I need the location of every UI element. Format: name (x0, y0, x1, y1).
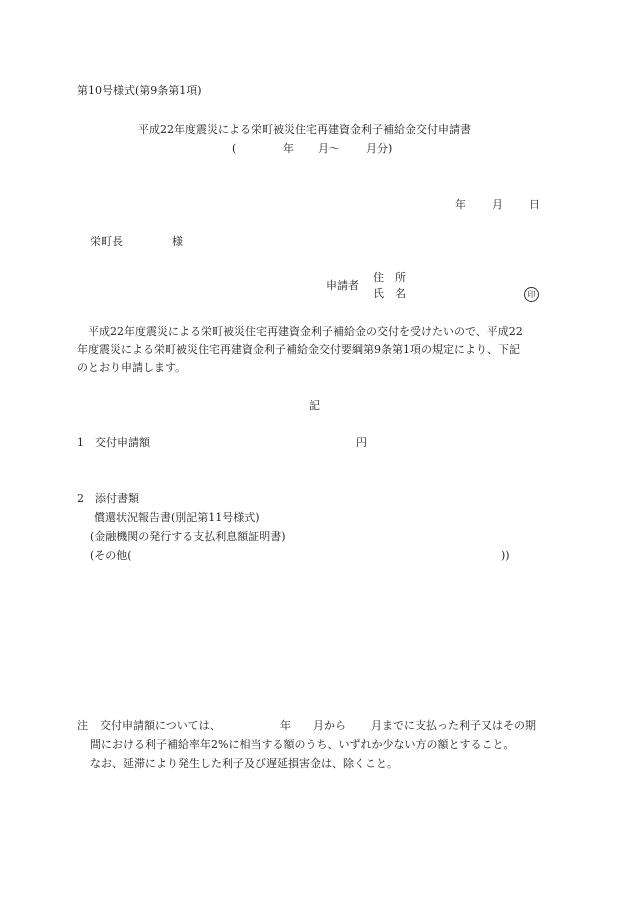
seal-mark: 印 (524, 287, 539, 302)
item2-label: 2 添付書類 (77, 492, 139, 505)
note-prefix: 注 (77, 719, 88, 732)
item1-unit: 円 (356, 436, 367, 449)
date-year: 年 (455, 198, 466, 211)
form-number: 第10号様式(第9条第1項) (77, 84, 202, 97)
date-day: 日 (529, 198, 540, 211)
addressee-honorific: 様 (172, 235, 183, 248)
attachment-doc2: (金融機関の発行する支払利息額証明書) (90, 530, 286, 543)
body-line-3: のとおり申請します。 (77, 361, 187, 374)
note-line2: 間における利子補給率年2%に相当する額のうち、いずれか少ない方の額とすること。 (90, 738, 515, 751)
note-line1-from: 月から (313, 719, 346, 732)
attachment-doc1: 償還状況報告書(別記第11号様式) (94, 511, 260, 524)
ki-heading: 記 (309, 399, 320, 412)
applicant-address-label: 住 所 (373, 271, 406, 284)
attachment-doc3-open: (その他( (90, 549, 132, 562)
period-year: 年 (283, 142, 294, 155)
period-open: ( (232, 142, 237, 155)
note-line1-b: 月までに支払った利子又はその期 (371, 719, 536, 732)
period-month-from: 月〜 (318, 142, 340, 155)
note-line3: なお、延滞により発生した利子及び遅延損害金は、除くこと。 (90, 757, 398, 770)
applicant-label: 申請者 (326, 279, 359, 292)
addressee-name: 栄町長 (90, 235, 123, 248)
note-line1-a: 交付申請額については、 (100, 719, 221, 732)
period-month-to: 月分) (366, 142, 393, 155)
item1-label: 1 交付申請額 (77, 436, 150, 449)
document-title: 平成22年度震災による栄町被災住宅再建資金利子補給金交付申請書 (138, 123, 471, 136)
applicant-name-label: 氏 名 (373, 287, 406, 300)
note-line1-year: 年 (280, 719, 291, 732)
body-line-2: 年度震災による栄町被災住宅再建資金利子補給金交付要綱第9条第1項の規定により、下記 (77, 343, 520, 356)
attachment-doc3-close: )) (501, 549, 510, 562)
body-line-1: 平成22年度震災による栄町被災住宅再建資金利子補給金の交付を受けたいので、平成22 (77, 325, 523, 338)
date-month: 月 (492, 198, 503, 211)
